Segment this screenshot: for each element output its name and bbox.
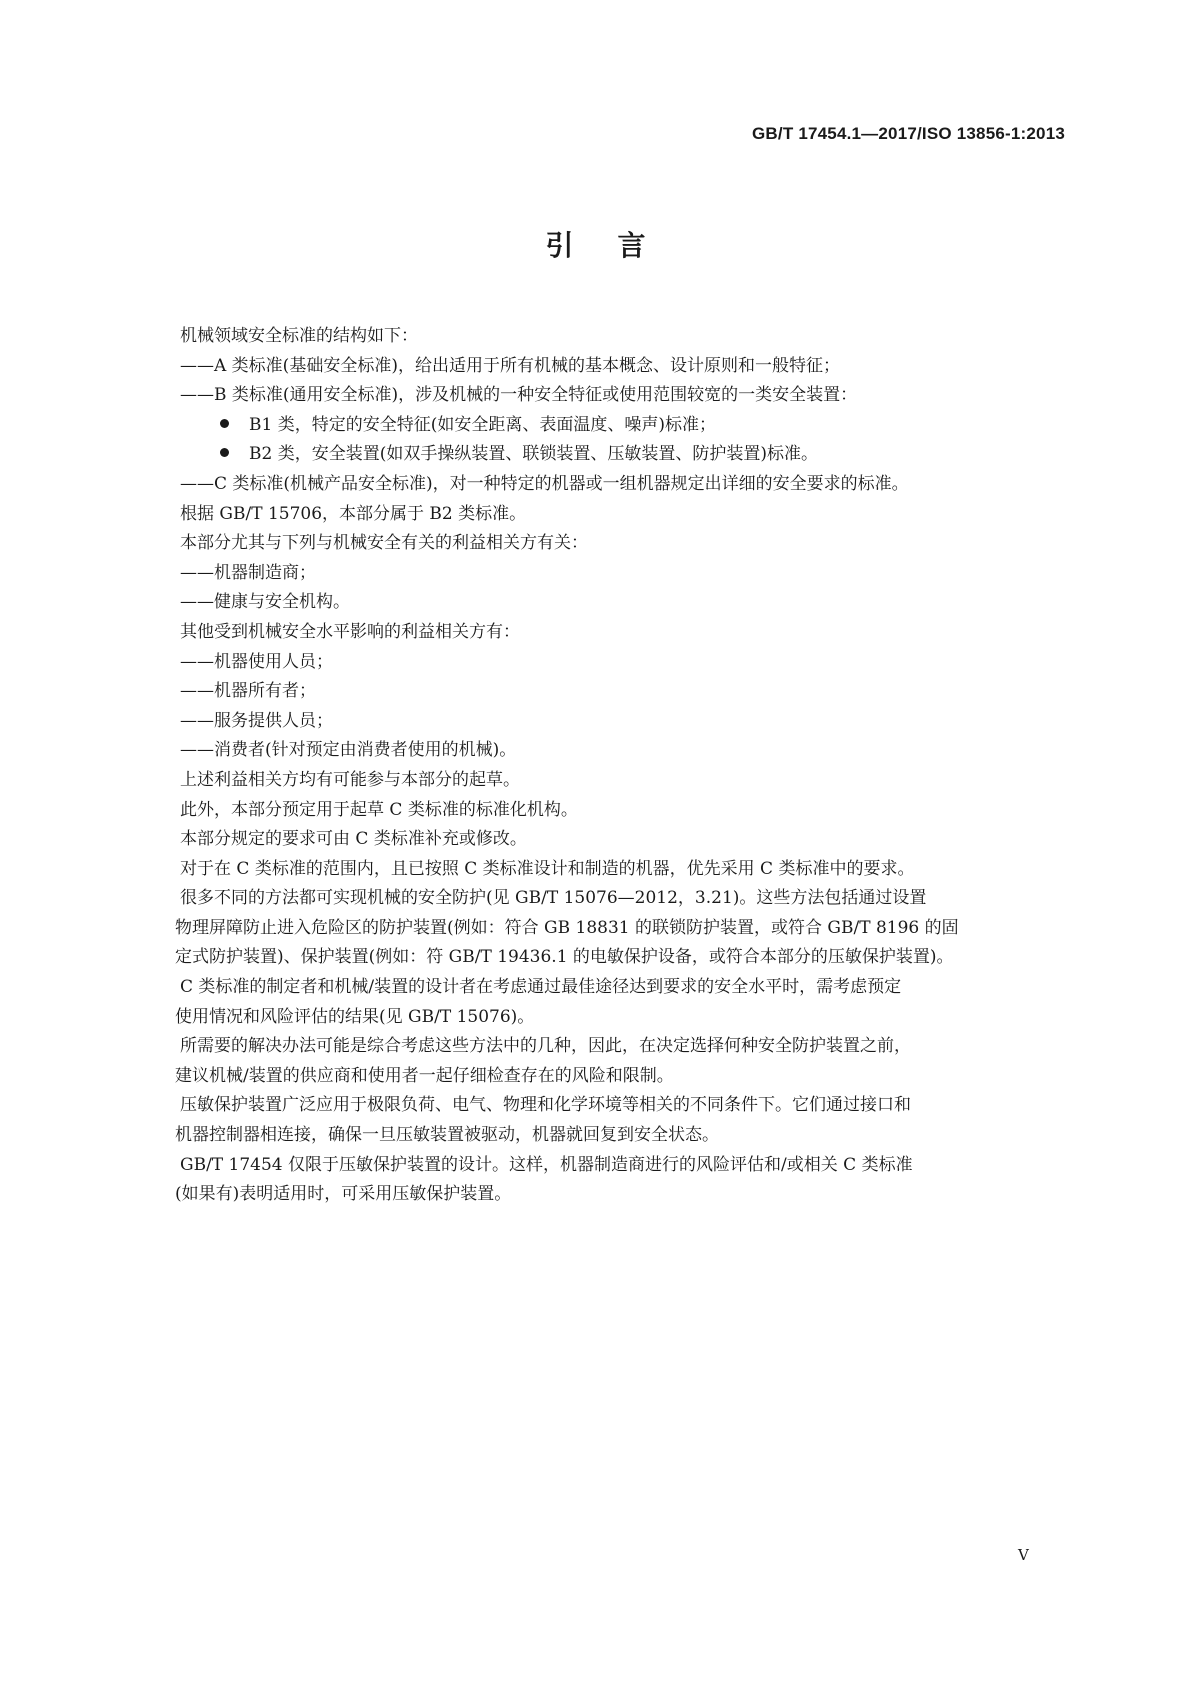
paragraph-line: 所需要的解决办法可能是综合考虑这些方法中的几种，因此，在决定选择何种安全防护装置之前， xyxy=(180,1036,911,1057)
text-line: ——B 类标准(通用安全标准)，涉及机械的一种安全特征或使用范围较宽的一类安全装置： xyxy=(180,385,858,406)
bullet-icon xyxy=(220,419,229,428)
paragraph-line: GB/T 17454 仅限于压敏保护装置的设计。这样，机器制造商进行的风险评估和/或相关 C 类标准 xyxy=(180,1154,913,1175)
paragraph xyxy=(175,1151,1060,1210)
paragraph-line: 建议机械/装置的供应商和使用者一起仔细检查存在的风险和限制。 xyxy=(175,1065,674,1086)
page-number: V xyxy=(1018,1546,1029,1564)
paragraph-line: C 类标准的制定者和机械/装置的设计者在考虑通过最佳途径达到要求的安全水平时，需考虑预定 xyxy=(180,977,902,998)
text-line: ——健康与安全机构。 xyxy=(180,592,350,613)
page-title: 引言 xyxy=(545,229,690,262)
paragraph-line: 很多不同的方法都可实现机械的安全防护(见 GB/T 15076—2012，3.21)。这些方法包括通过设置 xyxy=(180,888,927,909)
document-body xyxy=(175,322,1060,1210)
text-line: 本部分尤其与下列与机械安全有关的利益相关方有关： xyxy=(180,533,588,554)
paragraph xyxy=(175,1032,1060,1091)
paragraph xyxy=(175,1091,1060,1150)
text-line: 本部分规定的要求可由 C 类标准补充或修改。 xyxy=(180,829,527,850)
bullet-text: B2 类，安全装置(如双手操纵装置、联锁装置、压敏装置、防护装置)标准。 xyxy=(249,444,818,465)
text-line: ——机器使用人员； xyxy=(180,651,333,672)
text-line: 其他受到机械安全水平影响的利益相关方有： xyxy=(180,621,520,642)
bullet-text: B1 类，特定的安全特征(如安全距离、表面温度、噪声)标准； xyxy=(249,414,716,435)
paragraph-line: 使用情况和风险评估的结果(见 GB/T 15076)。 xyxy=(175,1006,535,1027)
paragraph-line: 压敏保护装置广泛应用于极限负荷、电气、物理和化学环境等相关的不同条件下。它们通过接口和 xyxy=(180,1095,911,1116)
paragraph-line: (如果有)表明适用时，可采用压敏保护装置。 xyxy=(175,1184,512,1205)
text-line: 此外，本部分预定用于起草 C 类标准的标准化机构。 xyxy=(180,799,578,820)
text-line: 对于在 C 类标准的范围内，且已按照 C 类标准设计和制造的机器，优先采用 C 类标准中的要求。 xyxy=(180,858,915,879)
paragraph xyxy=(175,884,1060,973)
text-line: ——C 类标准(机械产品安全标准)，对一种特定的机器或一组机器规定出详细的安全要求的标准。 xyxy=(180,473,909,494)
text-line: ——A 类标准(基础安全标准)，给出适用于所有机械的基本概念、设计原则和一般特征； xyxy=(180,355,840,376)
text-line: 机械领域安全标准的结构如下： xyxy=(180,326,418,346)
paragraph xyxy=(175,973,1060,1032)
text-line: 根据 GB/T 15706，本部分属于 B2 类标准。 xyxy=(180,503,527,524)
text-line: ——服务提供人员； xyxy=(180,710,333,731)
bullet-item xyxy=(180,440,1060,470)
paragraph-line: 机器控制器相连接，确保一旦压敏装置被驱动，机器就回复到安全状态。 xyxy=(175,1125,719,1146)
text-line: ——机器所有者； xyxy=(180,681,316,702)
paragraph-line: 物理屏障防止进入危险区的防护装置(例如：符合 GB 18831 的联锁防护装置，或符合 GB/T 8196 的固 xyxy=(175,917,959,938)
bullet-icon xyxy=(220,448,229,457)
text-line: ——消费者(针对预定由消费者使用的机械)。 xyxy=(180,740,517,761)
text-line: 上述利益相关方均有可能参与本部分的起草。 xyxy=(180,769,520,790)
standard-code: GB/T 17454.1—2017/ISO 13856-1:2013 xyxy=(752,124,1065,143)
paragraph-line: 定式防护装置)、保护装置(例如：符 GB/T 19436.1 的电敏保护设备，或符合本部分的压敏保护装置)。 xyxy=(175,947,954,968)
text-line: ——机器制造商； xyxy=(180,562,316,583)
bullet-item xyxy=(180,411,1060,441)
